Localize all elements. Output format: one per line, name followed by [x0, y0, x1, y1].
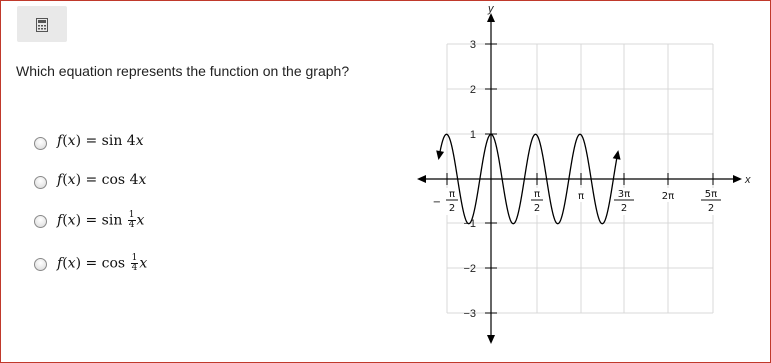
- y-tick-label: −1: [463, 218, 476, 230]
- fraction: $\frac{1}{4}$: [128, 210, 135, 230]
- svg-text:2: 2: [620, 203, 628, 214]
- fraction: $\frac{1}{4}$: [131, 253, 138, 273]
- x-axis-right-arrow: [733, 175, 742, 183]
- y-tick-label: 1: [469, 129, 476, 141]
- x-tick-label-pi-over-2: [528, 188, 546, 215]
- y-tick-label: 2: [469, 84, 476, 96]
- y-tick-label: −3: [463, 308, 476, 320]
- svg-text:5π: 5π: [704, 189, 718, 200]
- x-tick-label-3pi-over-2: [612, 188, 636, 215]
- x-tick-label-neg-pi-over-2: [433, 188, 459, 215]
- x-axis-label: x: [745, 174, 751, 186]
- curve-right-arrow: [613, 150, 621, 160]
- svg-text:π: π: [577, 191, 585, 202]
- equation: f(x) = cos $\frac{1}{4}$ x: [57, 253, 148, 273]
- equation: f(x) = sin $\frac{1}{4}$ x: [57, 210, 145, 230]
- y-axis-bottom-arrow: [487, 335, 495, 344]
- svg-text:2: 2: [707, 203, 715, 214]
- calculator-button[interactable]: [17, 6, 67, 42]
- radio-button[interactable]: [34, 215, 47, 228]
- svg-text:2π: 2π: [661, 191, 675, 202]
- x-tick-label-5pi-over-2: [701, 188, 725, 215]
- curve-left-arrow: [436, 150, 444, 160]
- x-tick-label-pi: [573, 188, 589, 202]
- x-tick-label-2pi: [657, 188, 679, 202]
- svg-text:π: π: [533, 189, 541, 200]
- equation: f(x) = cos 4x: [57, 172, 147, 188]
- y-tick-label: −2: [463, 263, 476, 275]
- radio-button[interactable]: [34, 258, 47, 271]
- y-axis-label: y: [488, 3, 494, 15]
- svg-text:2: 2: [533, 203, 541, 214]
- calculator-icon: [36, 18, 48, 32]
- question-text: Which equation represents the function on the graph?: [16, 63, 350, 79]
- svg-text:3π: 3π: [617, 189, 631, 200]
- y-tick-label: 3: [469, 39, 476, 51]
- svg-text:π: π: [448, 189, 456, 200]
- svg-text:−: −: [432, 197, 441, 208]
- function-graph: [411, 1, 756, 356]
- x-axis-left-arrow: [417, 175, 426, 183]
- radio-button[interactable]: [34, 176, 47, 189]
- radio-button[interactable]: [34, 137, 47, 150]
- svg-text:2: 2: [448, 203, 456, 214]
- equation: f(x) = sin 4x: [57, 133, 144, 149]
